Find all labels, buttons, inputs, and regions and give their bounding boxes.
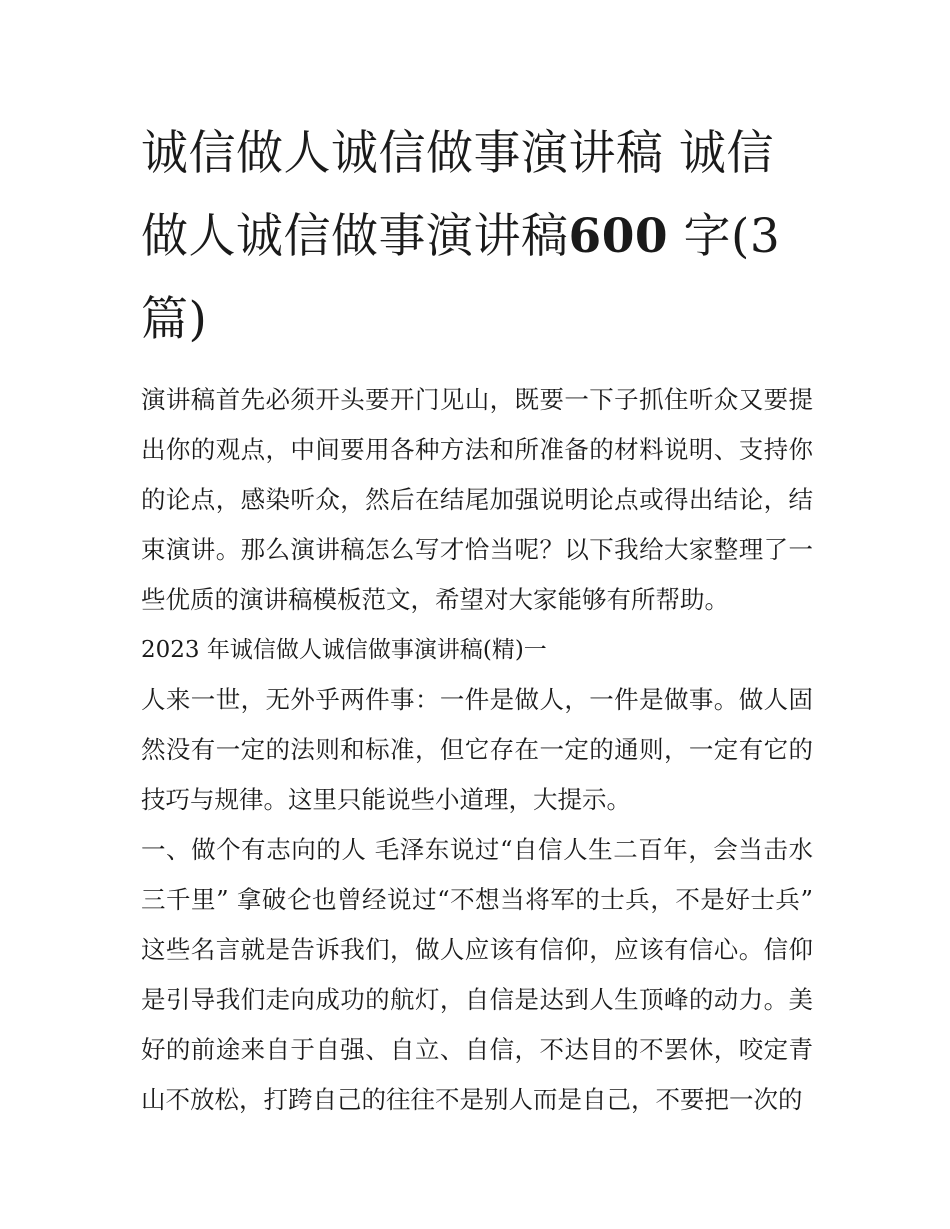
title-suffix: 字(3 xyxy=(668,209,781,264)
title-text: 诚信做人诚信做事演讲稿 诚信做人诚信做事演讲稿 xyxy=(141,126,774,264)
body-paragraph-1: 人来一世，无外乎两件事：一件是做人，一件是做事。做人固然没有一定的法则和标准，但它存在一定的通则，一定有它的技巧与规律。这里只能说些小道理，大提示。 xyxy=(141,685,813,814)
section-heading: 2023 年诚信做人诚信做事演讲稿(精)一 xyxy=(141,637,547,663)
document-body xyxy=(141,375,813,1125)
document-page xyxy=(141,112,813,1125)
document-title xyxy=(141,112,813,361)
title-number: 600 xyxy=(568,209,669,264)
body-paragraph-2: 一、做个有志向的人 毛泽东说过“自信人生二百年，会当击水三千里” 拿破仑也曾经说过“不想当将军的士兵，不是好士兵” 这些名言就是告诉我们，做人应该有信仰，应该有信心。信仰是引导我们走向成功的航灯，自信是达到人生顶峰的动力。美好的前途来自于自强、自立、自信，不达目的不罢休，咬定青山不放松，打跨自己的往往不是别人而是自己，不要把一次的 xyxy=(141,835,813,1114)
intro-paragraph: 演讲稿首先必须开头要开门见山，既要一下子抓住听众又要提出你的观点，中间要用各种方法和所准备的材料说明、支持你的论点，感染听众，然后在结尾加强说明论点或得出结论，结束演讲。那么演讲稿怎么写才恰当呢？以下我给大家整理了一些优质的演讲稿模板范文，希望对大家能够有所帮助。 xyxy=(141,385,813,614)
title-end: 篇) xyxy=(141,292,208,347)
